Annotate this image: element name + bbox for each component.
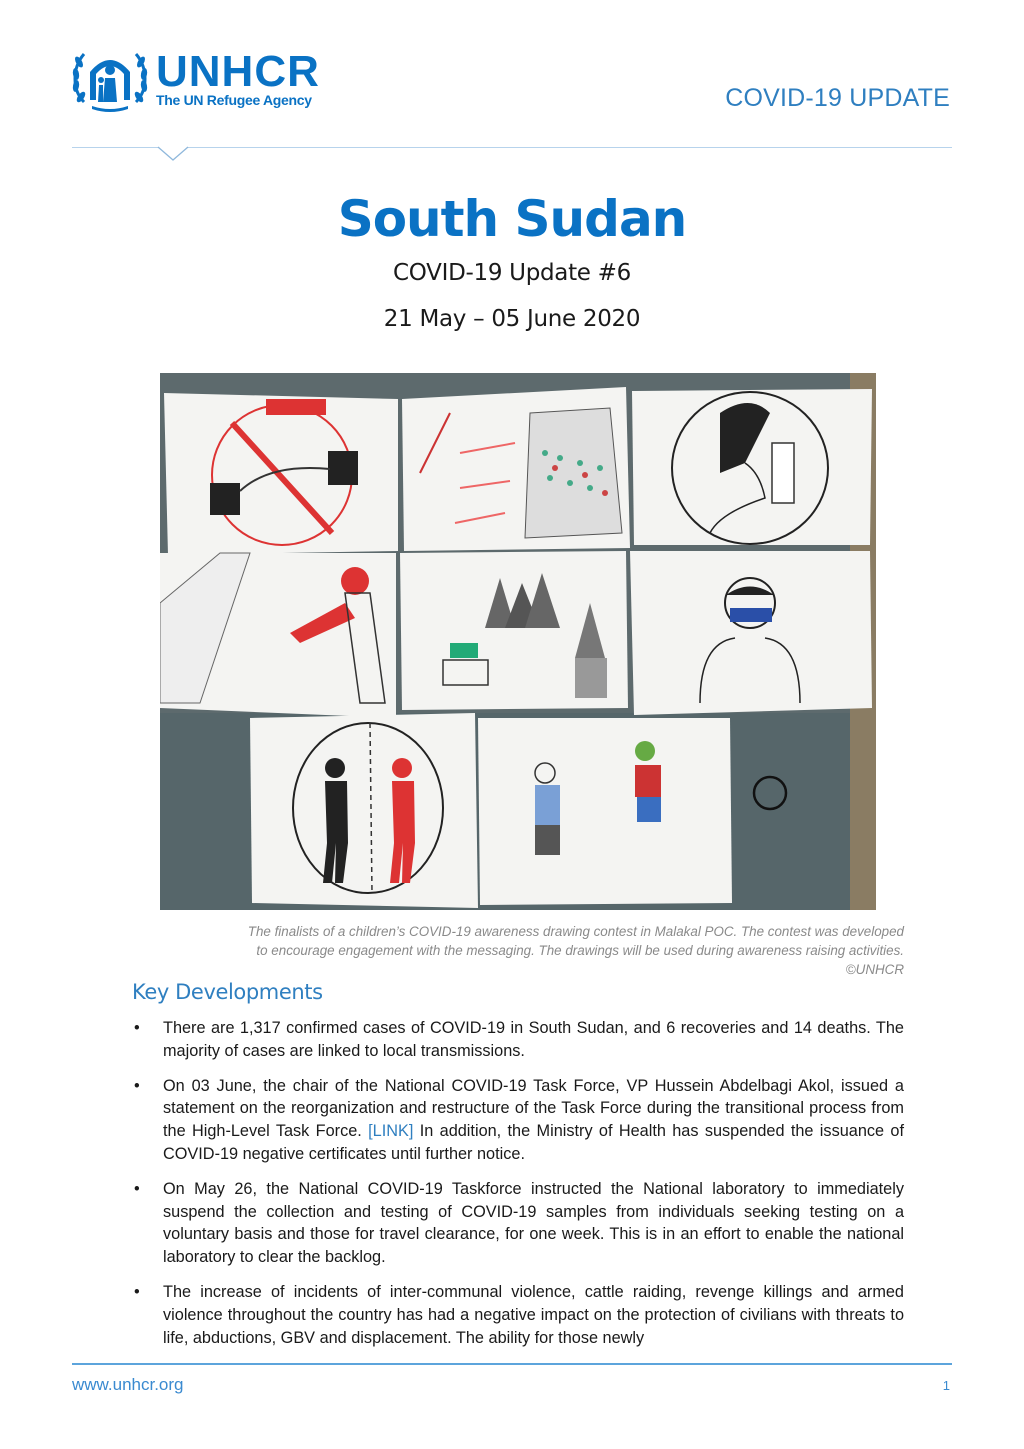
unhcr-logo — [70, 46, 320, 112]
bullet-icon: • — [134, 1019, 140, 1037]
caption-line-1: The finalists of a children’s COVID-19 awareness drawing contest in Malakal POC. The contest was developed — [247, 924, 904, 939]
chevron-down-icon — [157, 146, 189, 162]
drawing-cough-etiquette — [632, 389, 872, 545]
list-item — [132, 1178, 904, 1269]
unhcr-emblem-icon — [70, 46, 150, 112]
drawing-keep-distance — [250, 713, 478, 908]
photo-credit: ©UNHCR — [845, 962, 904, 977]
list-item — [132, 1075, 904, 1166]
logo-tagline: The UN Refugee Agency — [156, 92, 312, 108]
key-developments-heading: Key Developments — [132, 980, 323, 1004]
footer-divider — [72, 1363, 952, 1365]
caption-line-2: to encourage engagement with the messaging. The drawings will be used during awareness raising activities. — [256, 943, 904, 958]
drawing-huts — [400, 551, 628, 710]
statement-link[interactable]: [LINK] — [368, 1122, 414, 1141]
bullet-icon: • — [134, 1076, 140, 1095]
list-item-text: There are 1,317 confirmed cases of COVID-19 in South Sudan, and 6 recoveries and 14 deaths. The majority of cases are linked to local transmissions. — [163, 1019, 904, 1060]
list-item-text: On 03 June, the chair of the National COVID-19 Task Force, VP Hussein Abdelbagi Akol, issued a statement on the reorganization and restructure of the Task Force during the transitional process from the High-Level Task Force. — [163, 1076, 904, 1141]
list-item — [132, 1281, 904, 1349]
drawing-no-handshake — [164, 393, 398, 555]
list-item — [132, 1017, 904, 1063]
update-number: COVID-19 Update #6 — [393, 260, 631, 286]
logo-name: UNHCR — [156, 47, 320, 96]
reporting-period: 21 May – 05 June 2020 — [383, 306, 641, 332]
bullet-icon: • — [134, 1179, 140, 1198]
page-title: South Sudan — [337, 190, 687, 248]
header-divider — [72, 147, 952, 148]
list-item-text: On May 26, the National COVID-19 Taskforce instructed the National laboratory to immediately suspend the collection and testing of COVID-19 samples from individuals seeking testing on a voluntary basis and those for travel clearance, for one week. This is in an effort to enable the national laboratory to clear the backlog. — [163, 1179, 904, 1267]
list-item-text: In addition, the Ministry of Health has suspended the issuance of COVID-19 negative certificates until further notice. — [163, 1122, 904, 1163]
website-link[interactable]: www.unhcr.org — [72, 1375, 184, 1394]
drawing-contest-photo — [160, 373, 876, 910]
bullet-icon: • — [134, 1282, 140, 1301]
key-developments-list — [132, 1017, 904, 1361]
page-number: 1 — [942, 1378, 950, 1393]
photo-caption — [130, 922, 904, 979]
drawing-face-mask — [630, 551, 872, 715]
drawing-children-greeting — [478, 718, 732, 905]
drawing-handwashing — [160, 553, 396, 718]
list-item-text: The increase of incidents of inter-communal violence, cattle raiding, revenge killings and armed violence throughout the country has had a negative impact on the protection of civilians with threats to life, abductions, GBV and displacement. The ability for those newly — [163, 1282, 904, 1347]
drawing-distancing-crowd — [402, 387, 630, 551]
document-type-label: COVID-19 UPDATE — [725, 84, 950, 112]
